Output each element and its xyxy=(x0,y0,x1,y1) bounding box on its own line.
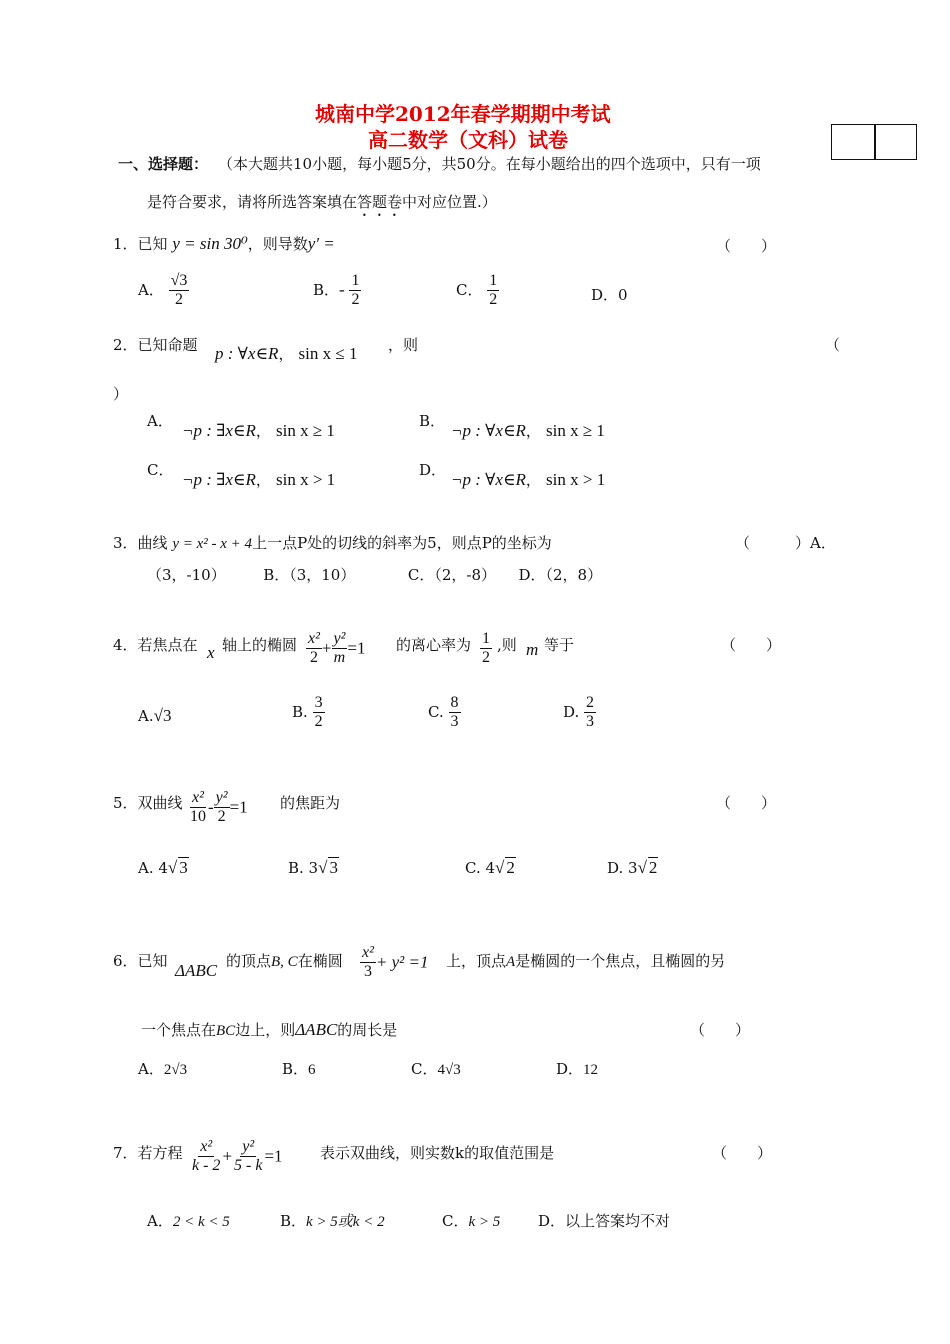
q4-option-c[interactable] xyxy=(428,694,461,732)
q6-vertex-a: A xyxy=(506,954,516,970)
q5-minus: - xyxy=(208,797,214,817)
q5-text-a: 双曲线 xyxy=(137,794,183,812)
q4-option-b[interactable] xyxy=(292,694,325,732)
q2-text: 已知命题 xyxy=(137,336,198,354)
q5-option-a[interactable]: A. 4√ 3 xyxy=(138,858,188,877)
q7-paren: （ ） xyxy=(712,1144,773,1162)
section-instruction-2 xyxy=(147,191,497,220)
q6-triangle-2: ΔABC xyxy=(295,1020,338,1039)
q4-option-c-label: C. xyxy=(428,702,444,721)
q2-option-c-label: C． xyxy=(147,461,174,479)
q7-option-a-label: A． xyxy=(147,1212,173,1230)
q2-a-part1: ¬p : ∃x∈R xyxy=(182,421,256,440)
q2-option-b[interactable] xyxy=(419,410,445,431)
q4-text-e: 等于 xyxy=(544,636,575,654)
q5-eq: =1 xyxy=(229,797,248,817)
q4-d-num: 2 xyxy=(584,694,596,713)
q6-option-b-label: B． xyxy=(282,1060,309,1078)
q6-option-d-label: D． xyxy=(556,1060,584,1078)
question-5 xyxy=(113,792,183,813)
q4-ellipse-formula xyxy=(306,630,366,668)
q4-frac-3 xyxy=(480,630,492,668)
q7-a-val: 2 < k < 5 xyxy=(172,1214,230,1230)
q6-option-b[interactable] xyxy=(282,1058,316,1079)
q2-option-d-label: D． xyxy=(419,461,447,479)
q7-text-a: 若方程 xyxy=(137,1144,183,1162)
q6-line-2 xyxy=(141,1019,397,1040)
q1-a-den: 2 xyxy=(175,291,184,309)
q5-f1-den: 10 xyxy=(190,808,206,826)
q5-frac-1 xyxy=(188,789,208,827)
q3-text-a: 曲线 xyxy=(137,534,168,552)
q1-option-a-frac xyxy=(169,272,190,310)
q7-hyperbola-formula xyxy=(190,1138,283,1176)
q2-formula-a: p : ∀x∈R xyxy=(215,344,279,363)
q5-hyperbola-formula xyxy=(188,789,248,827)
q6-frac xyxy=(360,944,376,982)
q1-option-c-frac xyxy=(487,272,499,310)
q4-option-d-frac xyxy=(584,694,596,732)
q4-f3-num: 1 xyxy=(480,630,492,649)
q7-f1-num: x² xyxy=(198,1138,214,1157)
q4-option-a[interactable] xyxy=(138,706,171,726)
q5-a-val: 3 xyxy=(179,858,188,877)
q6-option-c[interactable] xyxy=(411,1058,461,1079)
q4-f2-num: y² xyxy=(332,630,348,649)
q6-line2-a: 一个焦点在 xyxy=(141,1021,217,1039)
q2-option-b-formula: ¬p : ∀x∈R， sin x ≥ 1 xyxy=(451,421,605,440)
q1-option-d-label: D． xyxy=(591,286,619,304)
title-line-1: 城南中学2012年春学期期中考试 xyxy=(315,102,611,126)
q6-bc2: BC xyxy=(216,1023,236,1039)
q1-text-a: 已知 xyxy=(137,235,168,253)
q5-option-d-label: D. 3 xyxy=(607,859,638,877)
q3-paren: （ ）A． xyxy=(735,534,836,552)
q6-f-num: x² xyxy=(360,944,376,963)
q6-option-a-label: A． xyxy=(138,1060,164,1078)
q2-c-part2: sin x > 1 xyxy=(275,470,336,489)
q6-text-e: 是椭圆的一个焦点，且椭圆的另 xyxy=(515,952,726,970)
q6-rest: + y² =1 xyxy=(375,952,429,972)
q7-option-d-label: D． xyxy=(538,1212,566,1230)
q4-f3-den: 2 xyxy=(482,649,490,667)
q5-d-val: 2 xyxy=(648,858,658,877)
question-3 xyxy=(113,532,552,553)
q4-var-m: m xyxy=(526,640,539,659)
instruction-emphasis: 答题卷 xyxy=(357,193,403,211)
q1-a-num: √3 xyxy=(169,272,190,291)
q4-c-num: 8 xyxy=(449,694,461,713)
q4-text-d: ,则 xyxy=(497,636,517,654)
q4-c-den: 3 xyxy=(450,713,459,731)
q4-b-num: 3 xyxy=(313,694,325,713)
q2-paren-open: （ xyxy=(825,336,841,354)
q4-a-val: √3 xyxy=(153,706,172,725)
q2-number: 2． xyxy=(113,336,138,354)
q4-eccentricity xyxy=(480,630,492,668)
q1-number: 1． xyxy=(113,235,138,253)
q1-option-c[interactable] xyxy=(456,272,499,310)
q7-f2-den: 5 - k xyxy=(234,1157,263,1175)
q7-option-b-label: B． xyxy=(280,1212,307,1230)
q4-option-b-label: B. xyxy=(292,702,308,721)
q2-c-part1: ¬p : ∃x∈R xyxy=(182,470,256,489)
q1-option-b-frac xyxy=(349,272,361,310)
q7-f2-num: y² xyxy=(240,1138,256,1157)
q7-option-c-label: C． xyxy=(442,1212,469,1230)
q5-option-c-label: C. 4 xyxy=(465,859,496,877)
instruction-text-a: 是符合要求，请将所选答案填在 xyxy=(147,193,358,211)
q4-number: 4． xyxy=(113,636,138,654)
q2-option-d-formula: ¬p : ∀x∈R， sin x > 1 xyxy=(451,470,606,489)
q4-plus: + xyxy=(321,638,332,658)
q6-option-c-label: C． xyxy=(411,1060,438,1078)
q1-answer-paren: （ ） xyxy=(716,237,777,255)
q5-option-d[interactable]: D. 3√ 2 xyxy=(607,858,658,877)
q5-option-a-label: A. 4 xyxy=(138,859,168,877)
q4-var-x: x xyxy=(207,643,215,662)
q1-text-b: ，则导数 xyxy=(247,235,308,253)
q4-option-b-frac xyxy=(313,694,325,732)
q2-paren-close: ） xyxy=(113,385,129,403)
q6-a-val: 2√3 xyxy=(163,1062,188,1078)
q6-f-den: 3 xyxy=(363,963,372,981)
q5-number: 5． xyxy=(113,794,138,812)
q5-b-val: 3 xyxy=(329,858,338,877)
section-instruction-1: （本大题共10小题，每小题5分，共50分。在每小题给出的四个选项中，只有一项 xyxy=(218,155,761,173)
q7-c-val: k > 5 xyxy=(468,1214,501,1230)
q1-b-num: 1 xyxy=(349,272,361,291)
q6-line-1 xyxy=(226,950,343,971)
q4-paren: （ ） xyxy=(721,636,782,654)
q7-option-d[interactable] xyxy=(538,1210,670,1231)
q6-b-val: 6 xyxy=(308,1062,316,1078)
q7-d-val: 以上答案均不对 xyxy=(565,1212,671,1230)
q4-b-den: 2 xyxy=(314,713,323,731)
q1-option-a-label: A． xyxy=(138,280,164,299)
q2-option-a[interactable] xyxy=(147,410,173,431)
q3-formula: y = x² - x + 4 xyxy=(172,536,253,552)
q2-formula-b: sin x ≤ 1 xyxy=(298,344,358,363)
question-7 xyxy=(113,1142,183,1163)
q1-option-b-label: B． xyxy=(313,280,340,299)
q4-option-d-label: D. xyxy=(563,702,580,721)
question-6 xyxy=(113,950,168,971)
q6-line2-b: 边上，则 xyxy=(235,1021,296,1039)
q6-text-b: 的顶点 xyxy=(226,952,272,970)
q7-text-b: 表示双曲线，则实数k的取值范围是 xyxy=(320,1144,555,1162)
q1-option-b[interactable] xyxy=(313,272,361,310)
q4-option-c-frac xyxy=(449,694,461,732)
q5-f2-den: 2 xyxy=(217,808,226,826)
q6-number: 6． xyxy=(113,952,138,970)
q1-formula-2: y′ = xyxy=(307,234,335,253)
q6-d-val: 12 xyxy=(583,1062,599,1078)
q7-frac-1 xyxy=(190,1138,222,1176)
q5-f2-num: y² xyxy=(214,789,230,808)
q7-number: 7． xyxy=(113,1144,138,1162)
q1-option-d[interactable] xyxy=(591,284,628,305)
score-box xyxy=(831,124,917,160)
q1-c-num: 1 xyxy=(487,272,499,291)
title-line-2: 高二数学（文科）试卷 xyxy=(368,128,568,152)
q7-plus: + xyxy=(222,1146,233,1166)
q2-option-b-label: B． xyxy=(419,412,446,430)
q4-text-b: 轴上的椭圆 xyxy=(222,636,298,654)
q6-c-val: 4√3 xyxy=(437,1062,461,1078)
q6-text-a: 已知 xyxy=(137,952,168,970)
instruction-text-b: 中对应位置.） xyxy=(402,193,497,211)
q4-option-d[interactable] xyxy=(563,694,596,732)
q1-d-val: 0 xyxy=(618,286,628,304)
q2-d-part1: ¬p : ∀x∈R xyxy=(451,470,526,489)
q6-text-c: 在椭圆 xyxy=(297,952,343,970)
q7-eq: =1 xyxy=(264,1146,283,1166)
q4-text-a: 若焦点在 xyxy=(137,636,198,654)
q4-text-c: 的离心率为 xyxy=(396,636,472,654)
q7-option-a[interactable] xyxy=(147,1210,230,1231)
q1-formula: y = sin 30⁰ xyxy=(172,234,248,253)
q2-sep: ， xyxy=(278,345,294,363)
q2-option-a-formula: ¬p : ∃x∈R， sin x ≥ 1 xyxy=(182,421,335,440)
q1-c-den: 2 xyxy=(489,291,498,309)
q2-a-part2: sin x ≥ 1 xyxy=(275,421,335,440)
q3-options[interactable]: （3，-10） B．（3，10） C．（2，-8） D．（2，8） xyxy=(147,566,603,584)
q4-f2-den: m xyxy=(333,649,346,667)
q5-option-b[interactable]: B. 3√ 3 xyxy=(288,858,338,877)
q2-formula xyxy=(215,343,357,364)
q6-ellipse-formula xyxy=(360,944,429,982)
q5-text-b: 的焦距为 xyxy=(280,794,341,812)
question-2 xyxy=(113,334,198,355)
question-1 xyxy=(113,233,335,254)
q2-text-b: ，则 xyxy=(388,336,419,354)
q6-line-1b xyxy=(446,950,725,971)
q4-eq: =1 xyxy=(347,638,366,658)
q2-option-d[interactable] xyxy=(419,459,446,480)
section-heading: 一、选择题： xyxy=(118,155,209,173)
q4-f1-den: 2 xyxy=(309,649,318,667)
q2-option-c[interactable] xyxy=(147,459,173,480)
q5-c-val: 2 xyxy=(506,858,515,877)
q6-triangle: ΔABC xyxy=(175,961,218,980)
q5-option-c[interactable]: C. 4√ 2 xyxy=(465,858,515,877)
q2-b-part1: ¬p : ∀x∈R xyxy=(451,421,526,440)
q5-frac-2 xyxy=(214,789,230,827)
q7-b-val: k > 5或k < 2 xyxy=(306,1214,385,1230)
q4-d-den: 3 xyxy=(586,713,595,731)
q6-text-d: 上，顶点 xyxy=(446,952,507,970)
q5-option-b-label: B. 3 xyxy=(288,859,319,877)
q1-b-den: 2 xyxy=(351,291,360,309)
q7-option-c[interactable] xyxy=(442,1210,500,1231)
q6-paren: （ ） xyxy=(690,1021,751,1039)
q1-option-c-label: C． xyxy=(456,280,483,299)
q5-paren: （ ） xyxy=(716,794,777,812)
q5-f1-num: x² xyxy=(190,789,206,808)
q1-option-a[interactable] xyxy=(138,272,189,310)
q4-frac-2 xyxy=(332,630,348,668)
q6-line2-c: 的周长是 xyxy=(337,1021,398,1039)
q4-option-a-label: A. xyxy=(138,707,154,725)
q6-option-a[interactable] xyxy=(138,1058,187,1079)
q2-option-c-formula: ¬p : ∃x∈R， sin x > 1 xyxy=(182,470,336,489)
q2-d-part2: sin x > 1 xyxy=(546,470,606,489)
q4-frac-1 xyxy=(306,630,322,668)
q1-b-sign: - xyxy=(339,279,345,299)
q2-b-part2: sin x ≥ 1 xyxy=(546,421,605,440)
q7-frac-2 xyxy=(232,1138,264,1176)
q4-f1-num: x² xyxy=(306,630,322,649)
q3-text-b: 上一点P处的切线的斜率为5，则点P的坐标为 xyxy=(252,534,552,552)
q2-option-a-label: A． xyxy=(147,412,173,430)
q7-f1-den: k - 2 xyxy=(192,1157,221,1175)
q7-option-b[interactable] xyxy=(280,1210,385,1231)
q6-option-d[interactable] xyxy=(556,1058,598,1079)
q3-number: 3． xyxy=(113,534,138,552)
q6-bc: B, C xyxy=(271,954,298,970)
question-4 xyxy=(113,634,198,655)
